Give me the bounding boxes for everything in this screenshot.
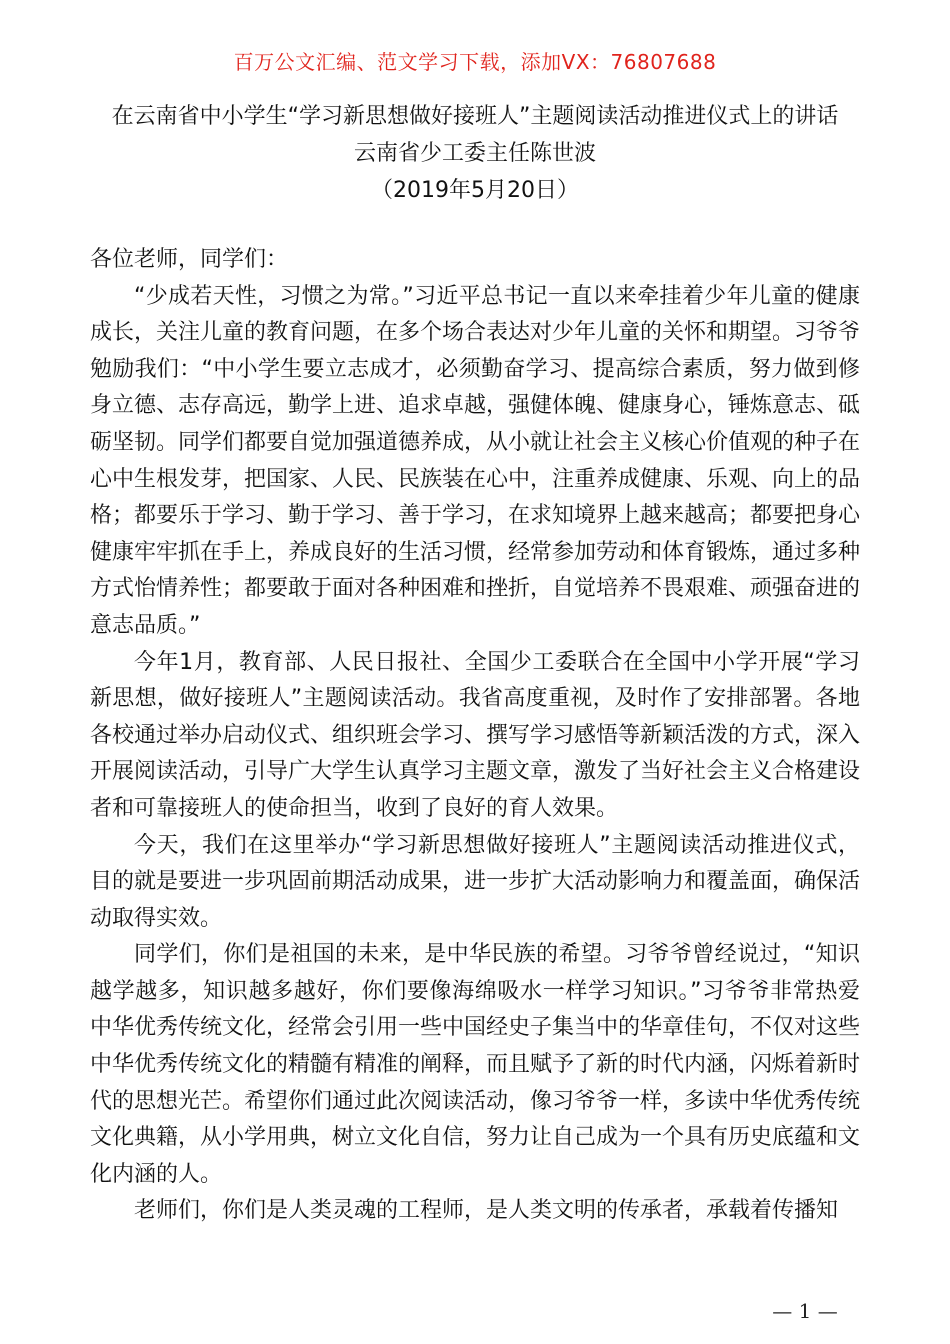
body-text [90,242,860,1230]
header-banner: 百万公文汇编、范文学习下载，添加VX：76807688 [233,50,717,74]
document-author: 云南省少工委主任陈世波 [353,141,596,166]
document-title: 在云南省中小学生“学习新思想做好接班人”主题阅读活动推进仪式上的讲话 [111,104,839,129]
page-number: — 1 — [772,1299,838,1323]
paragraph-4: 同学们，你们是祖国的未来，是中华民族的希望。习爷爷曾经说过，“知识越学越多，知识越多越好，你们要像海绵吸水一样学习知识。”习爷爷非常热爱中华优秀传统文化，经常会引用一些中国经史子集当中的华章佳句，不仅对这些中华优秀传统文化的精髓有精准的阐释，而且赋予了新的时代内涵，闪烁着新时代的思想光芒。希望你们通过此次阅读活动，像习爷爷一样，多读中华优秀传统文化典籍，从小学用典，树立文化自信，努力让自己成为一个具有历史底蕴和文化内涵的人。 [90,942,861,1187]
salutation: 各位老师，同学们： [90,247,289,272]
document-date: （2019年5月20日） [371,178,579,203]
paragraph-1: “少成若天性，习惯之为常。”习近平总书记一直以来牵挂着少年儿童的健康成长，关注儿童的教育问题，在多个场合表达对少年儿童的关怀和期望。习爷爷勉励我们：“中小学生要立志成才，必须勤奋学习、提高综合素质，努力做到修身立德、志存高远，勤学上进、追求卓越，强健体魄、健康身心，锤炼意志、砥砺坚韧。同学们都要自觉加强道德养成，从小就让社会主义核心价值观的种子在心中生根发芽，把国家、人民、民族装在心中，注重养成健康、乐观、向上的品格；都要乐于学习、勤于学习、善于学习，在求知境界上越来越高；都要把身心健康牢牢抓在手上，养成良好的生活习惯，经常参加劳动和体育锻炼，通过多种方式怡情养性；都要敢于面对各种困难和挫折，自觉培养不畏艰难、顽强奋进的意志品质。” [90,283,861,638]
title-block [60,98,890,209]
paragraph-2: 今年1月，教育部、人民日报社、全国少工委联合在全国中小学开展“学习新思想，做好接班人”主题阅读活动。我省高度重视，及时作了安排部署。各地各校通过举办启动仪式、组织班会学习、撰写学习感悟等新颖活泼的方式，深入开展阅读活动，引导广大学生认真学习主题文章，激发了当好社会主义合格建设者和可靠接班人的使命担当，收到了良好的育人效果。 [90,649,861,821]
paragraph-5: 老师们，你们是人类灵魂的工程师，是人类文明的传承者，承载着传播知 [134,1198,839,1224]
paragraph-3: 今天，我们在这里举办“学习新思想做好接班人”主题阅读活动推进仪式，目的就是要进一步巩固前期活动成果，进一步扩大活动影响力和覆盖面，确保活动取得实效。 [90,832,861,931]
